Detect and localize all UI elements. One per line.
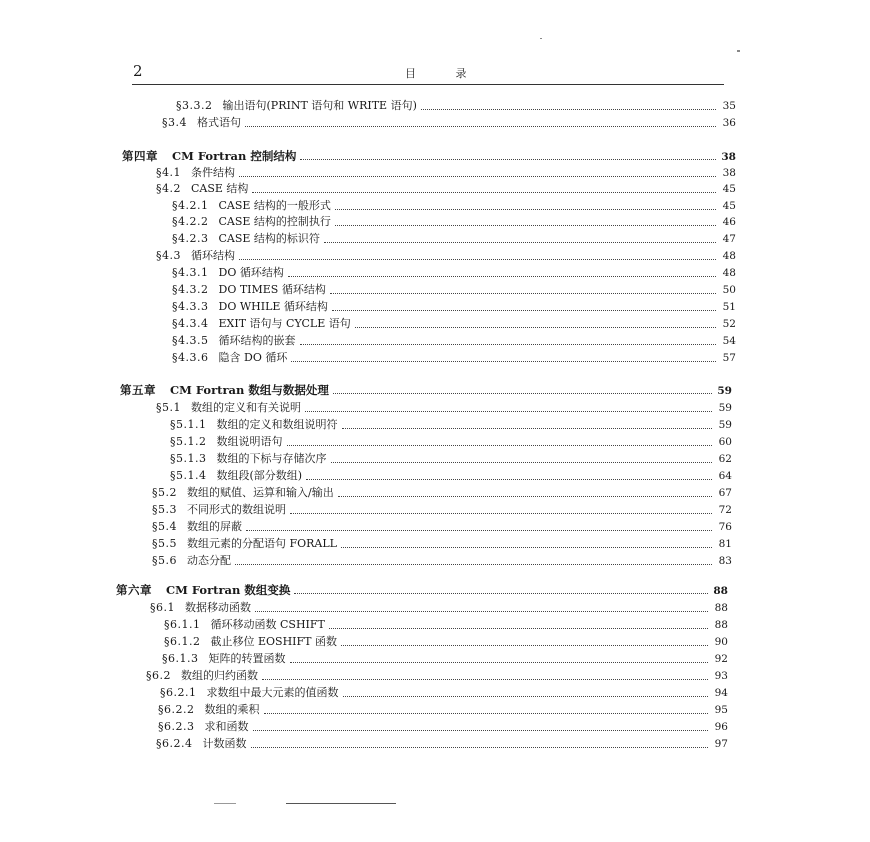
toc-leader-dots (305, 411, 712, 412)
toc-entry-title: DO WHILE 循环结构 (218, 300, 328, 313)
toc-entry-page: 57 (722, 352, 736, 364)
toc-entry-page: 72 (718, 504, 732, 516)
toc-entry-page: 38 (721, 151, 736, 163)
toc-leader-dots (255, 611, 708, 612)
toc-entry (146, 669, 728, 683)
toc-entry-title: 格式语句 (197, 116, 241, 129)
toc-entry (172, 283, 736, 297)
toc-entry-number: §6.2.4 (156, 737, 193, 750)
toc-entry (164, 618, 728, 632)
toc-leader-dots (333, 393, 712, 394)
toc-leader-dots (330, 293, 716, 294)
toc-entry-number: §4.3.4 (172, 317, 209, 330)
toc-entry-page: 50 (722, 284, 736, 296)
toc-entry (158, 720, 728, 734)
toc-entry-page: 60 (718, 436, 732, 448)
toc-entry-number: §6.1.2 (164, 635, 201, 648)
toc-entry-number: §5.5 (152, 537, 177, 550)
toc-entry-title: 数据移动函数 (185, 601, 251, 614)
toc-leader-dots (306, 479, 712, 480)
toc-entry-title: 输出语句(PRINT 语句和 WRITE 语句) (222, 99, 417, 112)
toc-entry-title: 数组说明语句 (216, 435, 283, 448)
toc-entry (150, 601, 728, 615)
toc-entry-number: §5.6 (152, 554, 177, 567)
toc-entry-number: §4.3.2 (172, 283, 209, 296)
toc-entry-page: 95 (714, 704, 728, 716)
toc-entry-title: 求数组中最大元素的值函数 (206, 686, 339, 699)
toc-entry (156, 249, 736, 263)
toc-entry-page: 67 (718, 487, 732, 499)
toc-entry-number: §4.2 (156, 182, 181, 195)
toc-entry (156, 166, 736, 180)
toc-leader-dots (262, 679, 708, 680)
toc-entry-number: §6.1 (150, 601, 175, 614)
toc-entry-page: 38 (722, 167, 736, 179)
toc-entry-title: 条件结构 (191, 166, 235, 179)
toc-entry-number: §6.1.1 (164, 618, 201, 631)
toc-entry (152, 503, 732, 517)
toc-entry-title: DO 循环结构 (218, 266, 284, 279)
toc-entry (172, 334, 736, 348)
toc-leader-dots (264, 713, 709, 714)
toc-entry-page: 94 (714, 687, 728, 699)
toc-entry (172, 199, 736, 213)
toc-entry-page: 96 (714, 721, 728, 733)
toc-leader-dots (338, 496, 712, 497)
toc-entry-title: 数组的定义和有关说明 (191, 401, 301, 414)
toc-entry-page: 83 (718, 555, 732, 567)
toc-entry-page: 54 (722, 335, 736, 347)
toc-entry-number: §5.1 (156, 401, 181, 414)
toc-leader-dots (332, 310, 716, 311)
scan-speck (737, 50, 740, 52)
toc-entry-page: 59 (718, 402, 732, 414)
toc-entry-number: §4.3.1 (172, 266, 209, 279)
toc-entry-title: 隐含 DO 循环 (218, 351, 288, 364)
toc-entry-page: 88 (713, 585, 728, 597)
toc-leader-dots (335, 209, 716, 210)
toc-entry (158, 703, 728, 717)
toc-entry (162, 652, 728, 666)
toc-entry-page: 76 (718, 521, 732, 533)
toc-leader-dots (245, 126, 716, 127)
toc-entry-title: 截止移位 EOSHIFT 函数 (210, 635, 337, 648)
toc-leader-dots (324, 242, 716, 243)
toc-entry-number: 第五章 (120, 383, 156, 397)
toc-leader-dots (287, 445, 713, 446)
toc-entry-title: CASE 结构的一般形式 (218, 199, 331, 212)
toc-leader-dots (329, 628, 708, 629)
toc-entry (152, 520, 732, 534)
toc-entry-title: 循环结构 (191, 249, 235, 262)
toc-entry-title: EXIT 语句与 CYCLE 语句 (218, 317, 351, 330)
scan-speck (540, 38, 542, 39)
toc-leader-dots (291, 361, 716, 362)
toc-entry-number: §4.1 (156, 166, 181, 179)
toc-entry-number: §4.3.6 (172, 351, 209, 364)
toc-entry (170, 452, 732, 466)
toc-entry (156, 401, 732, 415)
toc-entry-number: §6.2.3 (158, 720, 195, 733)
toc-entry (160, 686, 728, 700)
toc-entry-page: 59 (717, 385, 732, 397)
toc-entry-page: 36 (722, 117, 736, 129)
toc-entry-number: §5.4 (152, 520, 177, 533)
toc-entry-title: DO TIMES 循环结构 (218, 283, 326, 296)
toc-entry-page: 35 (722, 100, 736, 112)
toc-entry-page: 88 (714, 619, 728, 631)
toc-entry-page: 47 (722, 233, 736, 245)
toc-entry-title: 数组段(部分数组) (216, 469, 303, 482)
toc-leader-dots (300, 159, 716, 160)
page-number: 2 (133, 62, 143, 80)
toc-entry-number: §3.3.2 (176, 99, 213, 112)
toc-entry-title: 计数函数 (202, 737, 247, 750)
toc-leader-dots (290, 513, 712, 514)
toc-entry-number: §5.1.4 (170, 469, 207, 482)
toc-leader-dots (239, 259, 716, 260)
scan-speck (214, 803, 236, 804)
toc-entry-number: §4.2.2 (172, 215, 209, 228)
toc-leader-dots (253, 730, 709, 731)
toc-leader-dots (235, 564, 712, 565)
toc-entry (170, 435, 732, 449)
toc-leader-dots (341, 547, 712, 548)
toc-entry (170, 418, 732, 432)
toc-entry-number: §4.3.3 (172, 300, 209, 313)
toc-leader-dots (288, 276, 716, 277)
toc-entry-page: 97 (714, 738, 728, 750)
toc-entry (156, 182, 736, 196)
toc-entry (164, 635, 728, 649)
toc-entry-title: 不同形式的数组说明 (187, 503, 286, 516)
toc-entry (172, 232, 736, 246)
toc-entry-page: 81 (718, 538, 732, 550)
toc-entry-number: §5.2 (152, 486, 177, 499)
toc-entry-title: 数组的赋值、运算和输入/输出 (187, 486, 334, 499)
toc-entry (172, 300, 736, 314)
toc-entry-title: 矩阵的转置函数 (208, 652, 286, 665)
toc-chapter-entry (122, 149, 736, 164)
toc-entry-page: 48 (722, 267, 736, 279)
toc-entry-page: 45 (722, 200, 736, 212)
toc-entry-title: 数组元素的分配语句 FORALL (187, 537, 337, 550)
toc-chapter-entry (120, 383, 732, 398)
toc-entry-title: 数组的归约函数 (181, 669, 258, 682)
toc-entry-title: CM Fortran 控制结构 (172, 149, 297, 163)
toc-entry-number: §6.1.3 (162, 652, 199, 665)
page-title: 目 录 (405, 67, 485, 80)
toc-entry (176, 99, 736, 113)
toc-entry-number: §5.3 (152, 503, 177, 516)
toc-entry-page: 64 (718, 470, 732, 482)
toc-entry (152, 486, 732, 500)
toc-leader-dots (341, 645, 708, 646)
toc-entry (172, 266, 736, 280)
toc-entry-number: §6.2 (146, 669, 171, 682)
toc-entry-title: CM Fortran 数组变换 (166, 583, 291, 597)
toc-entry-number: §4.3 (156, 249, 181, 262)
toc-entry-page: 92 (714, 653, 728, 665)
toc-leader-dots (355, 327, 716, 328)
toc-entry-title: CASE 结构的控制执行 (218, 215, 331, 228)
toc-entry-page: 46 (722, 216, 736, 228)
toc-entry (172, 317, 736, 331)
toc-entry-page: 62 (718, 453, 732, 465)
toc-leader-dots (252, 192, 716, 193)
toc-entry-page: 88 (714, 602, 728, 614)
toc-entry-number: §3.4 (162, 116, 187, 129)
toc-entry-number: 第六章 (116, 583, 152, 597)
toc-entry-page: 48 (722, 250, 736, 262)
toc-leader-dots (343, 696, 709, 697)
toc-leader-dots (251, 747, 709, 748)
toc-leader-dots (342, 428, 713, 429)
toc-entry-title: 数组的定义和数组说明符 (216, 418, 338, 431)
toc-entry-page: 45 (722, 183, 736, 195)
toc-entry-title: CASE 结构的标识符 (218, 232, 320, 245)
toc-entry-title: 循环移动函数 CSHIFT (210, 618, 325, 631)
toc-entry (152, 537, 732, 551)
toc-entry-page: 93 (714, 670, 728, 682)
toc-entry-title: 循环结构的嵌套 (218, 334, 296, 347)
toc-leader-dots (300, 344, 717, 345)
toc-leader-dots (294, 593, 708, 594)
toc-entry-number: 第四章 (122, 149, 158, 163)
toc-leader-dots (290, 662, 709, 663)
toc-chapter-entry (116, 583, 728, 598)
toc-entry-number: §5.1.3 (170, 452, 207, 465)
toc-entry-title: 数组的下标与存储次序 (216, 452, 327, 465)
toc-leader-dots (335, 225, 716, 226)
toc-entry-number: §6.2.1 (160, 686, 197, 699)
toc-entry (172, 351, 736, 365)
toc-leader-dots (331, 462, 713, 463)
toc-entry (170, 469, 732, 483)
toc-entry (152, 554, 732, 568)
toc-entry (172, 215, 736, 229)
toc-entry-number: §4.3.5 (172, 334, 209, 347)
toc-entry-number: §5.1.2 (170, 435, 207, 448)
toc-entry-page: 52 (722, 318, 736, 330)
toc-leader-dots (421, 109, 716, 110)
toc-entry (162, 116, 736, 130)
toc-entry-title: 求和函数 (204, 720, 249, 733)
toc-leader-dots (239, 176, 716, 177)
toc-entry-title: 数组的屏蔽 (187, 520, 242, 533)
toc-entry-number: §4.2.3 (172, 232, 209, 245)
toc-entry-number: §6.2.2 (158, 703, 195, 716)
toc-leader-dots (246, 530, 712, 531)
toc-entry-page: 59 (718, 419, 732, 431)
toc-entry-page: 90 (714, 636, 728, 648)
toc-entry-title: CM Fortran 数组与数据处理 (170, 383, 329, 397)
toc-entry-title: CASE 结构 (191, 182, 249, 195)
toc-entry-number: §5.1.1 (170, 418, 207, 431)
toc-entry-number: §4.2.1 (172, 199, 209, 212)
scan-speck (286, 803, 396, 804)
toc-entry-page: 51 (722, 301, 736, 313)
toc-entry (156, 737, 728, 751)
toc-entry-title: 动态分配 (187, 554, 231, 567)
toc-entry-title: 数组的乘积 (204, 703, 260, 716)
